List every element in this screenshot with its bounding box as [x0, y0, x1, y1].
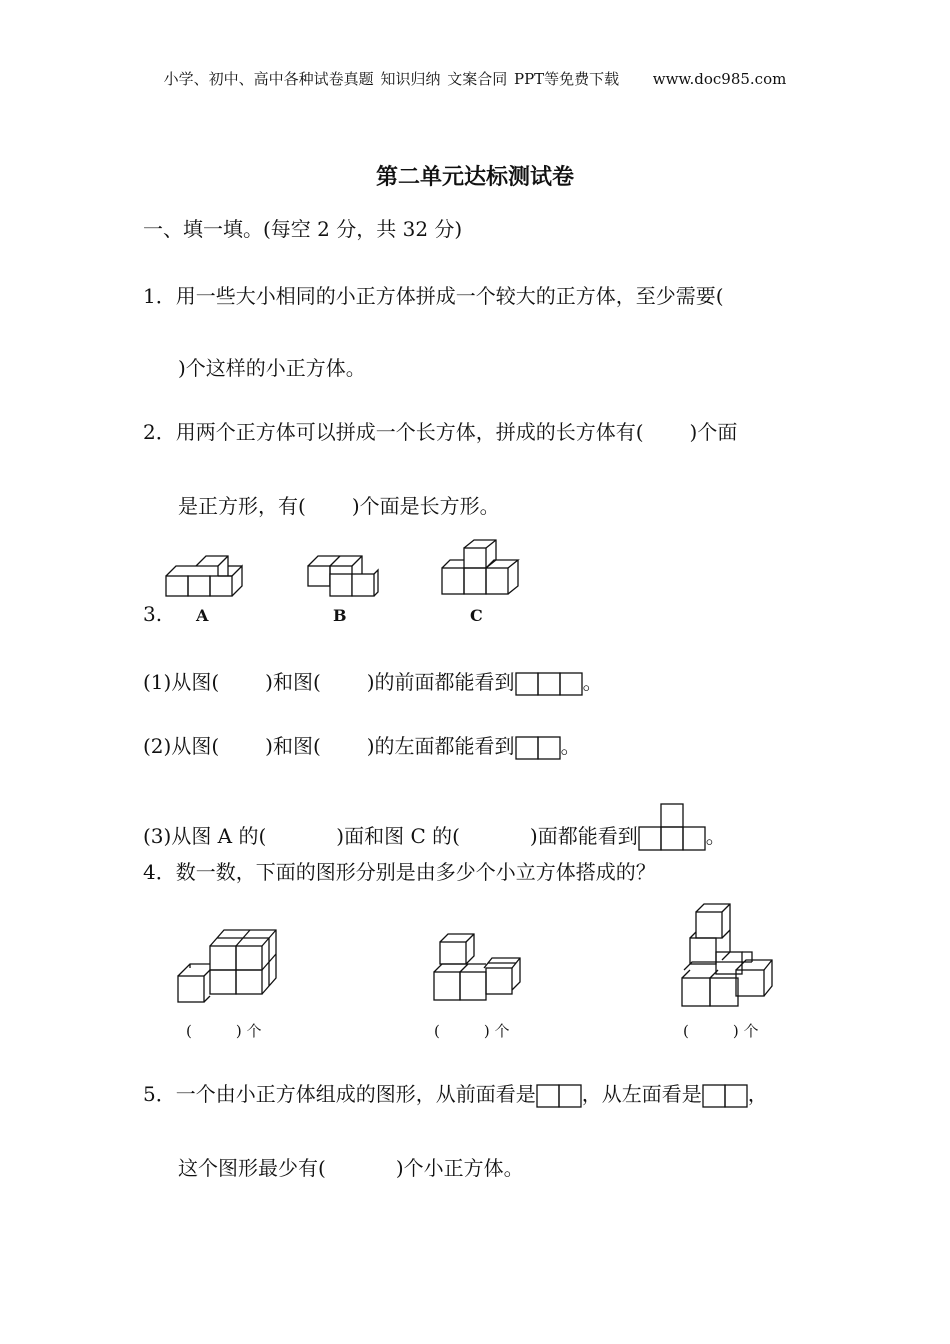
- left-view-two-squares-icon: [702, 1084, 748, 1108]
- paren-open: (: [186, 1022, 192, 1040]
- page-title: 第二单元达标测试卷: [375, 165, 574, 190]
- q5-line1-c: ，: [747, 1082, 768, 1106]
- q3-sub3: [143, 803, 726, 851]
- q2-line1-b: )个面: [689, 420, 738, 444]
- three-squares-view-icon: [515, 672, 583, 696]
- q5-line2: [178, 1152, 524, 1181]
- paren-close: ): [235, 1022, 242, 1040]
- q3-sub1-c: )的前面都能看到: [366, 670, 515, 694]
- q4-answer-1: [186, 1020, 262, 1041]
- cube-stack-1: [172, 918, 282, 1006]
- figure-label-b: B: [333, 606, 347, 625]
- q2-line2-a: 是正方形，有(: [178, 494, 306, 518]
- q3-sub1-b: )和图(: [265, 670, 321, 694]
- figure-b-cubes: [302, 548, 382, 600]
- q2-line1-a: 2．用两个正方体可以拼成一个长方体，拼成的长方体有(: [143, 420, 644, 444]
- q3-sub3-c: )面都能看到: [529, 824, 638, 848]
- q2-line2-b: )个面是长方形。: [351, 494, 500, 518]
- q4-answer-2: [434, 1020, 510, 1041]
- q1-line2: )个这样的小正方体。: [178, 356, 366, 380]
- q5-line1: [143, 1078, 768, 1108]
- q3-sub2: [143, 730, 581, 760]
- q3-sub1-d: 。: [582, 670, 603, 694]
- section-heading: 一、填一填。(每空 2 分，共 32 分): [143, 217, 463, 241]
- figure-a-cubes: [160, 548, 250, 600]
- q3-sub2-d: 。: [560, 734, 581, 758]
- page-header: [0, 68, 950, 89]
- paren-close: ): [732, 1022, 739, 1040]
- q3-sub3-b: )面和图 C 的(: [336, 824, 460, 848]
- paren-open: (: [683, 1022, 689, 1040]
- figure-label-a: A: [196, 606, 209, 625]
- figure-c-cubes: [436, 536, 524, 600]
- q5-line1-b: ，从左面看是: [581, 1082, 702, 1106]
- paren-open: (: [434, 1022, 440, 1040]
- q3-sub1: [143, 666, 603, 696]
- cube-stack-2: [428, 928, 528, 1004]
- figure-label-c: C: [470, 606, 483, 625]
- unit-label: 个: [494, 1022, 510, 1040]
- q4-answer-3: [683, 1020, 759, 1041]
- q5-line2-b: )个小正方体。: [395, 1156, 524, 1180]
- paren-close: ): [483, 1022, 490, 1040]
- q2-line1: [143, 416, 737, 445]
- unit-label: 个: [743, 1022, 759, 1040]
- unit-label: 个: [246, 1022, 262, 1040]
- q2-line2: [178, 490, 500, 519]
- q1-line1: 1．用一些大小相同的小正方体拼成一个较大的正方体，至少需要(: [143, 284, 724, 308]
- front-view-two-squares-icon: [536, 1084, 582, 1108]
- q3-sub1-a: (1)从图(: [143, 670, 220, 694]
- two-squares-view-icon: [515, 736, 561, 760]
- q3-sub2-c: )的左面都能看到: [366, 734, 515, 758]
- q3-sub2-a: (2)从图(: [143, 734, 220, 758]
- q4-text: 4．数一数，下面的图形分别是由多少个小立方体搭成的？: [143, 860, 656, 884]
- q5-line2-a: 这个图形最少有(: [178, 1156, 326, 1180]
- q3-sub3-d: 。: [705, 824, 726, 848]
- q3-sub2-b: )和图(: [265, 734, 321, 758]
- q3-sub3-a: (3)从图 A 的(: [143, 824, 267, 848]
- header-text: 小学、初中、高中各种试卷真题 知识归纳 文案合同 PPT等免费下载: [163, 70, 620, 88]
- cube-stack-3: [676, 900, 776, 1010]
- header-url: www.doc985.com: [652, 70, 787, 88]
- q5-line1-a: 5．一个由小正方体组成的图形，从前面看是: [143, 1082, 536, 1106]
- t-shape-view-icon: [638, 803, 706, 851]
- q3-number: 3.: [143, 602, 163, 626]
